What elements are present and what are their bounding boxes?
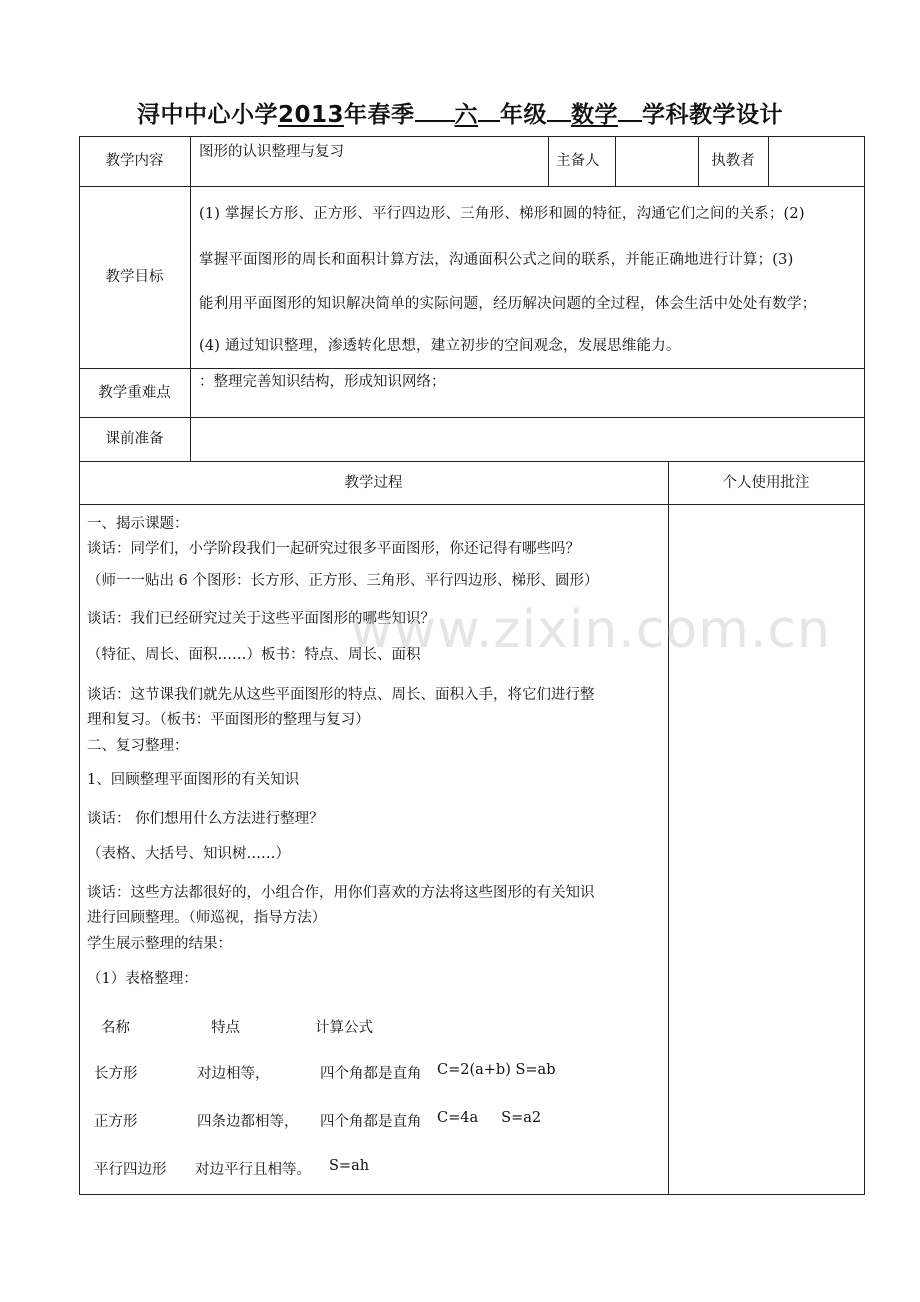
process-line: 进行回顾整理。（师巡视，指导方法） (87, 910, 327, 926)
blank-line (478, 102, 500, 122)
table-border (79, 1194, 865, 1195)
table-border (190, 136, 191, 461)
school-name: 浔中中心小学 (136, 102, 278, 128)
teacher-label: 执教者 (711, 153, 755, 169)
table-border (79, 417, 865, 418)
table-border (615, 136, 616, 186)
subject-suffix: 学科教学设计 (642, 102, 783, 128)
process-line: （表格、大括号、知识树……） (87, 846, 290, 862)
season: 年春季 (344, 102, 415, 128)
process-line: 1、回顾整理平面图形的有关知识 (87, 772, 300, 788)
process-line: （特征、周长、面积……）板书：特点、周长、面积 (87, 647, 421, 663)
summary-row-feature: 四条边都相等， (197, 1114, 299, 1130)
content-label: 教学内容 (105, 153, 164, 169)
process-line: 谈话：我们已经研究过关于这些平面图形的哪些知识？ (87, 611, 435, 627)
summary-row-name: 正方形 (94, 1114, 138, 1130)
process-line: 学生展示整理的结果： (87, 936, 232, 952)
table-border (79, 368, 865, 369)
summary-row-name: 平行四边形 (94, 1162, 167, 1178)
table-border (79, 504, 865, 505)
summary-row-name: 长方形 (94, 1066, 138, 1082)
table-border (864, 136, 865, 1195)
process-line: 理和复习。（板书：平面图形的整理与复习） (87, 712, 370, 728)
blank-line (547, 102, 571, 122)
blank-line (415, 102, 455, 122)
summary-row-feature: 对边平行且相等。 (195, 1162, 311, 1178)
table-border (668, 461, 669, 1195)
summary-header-feature: 特点 (211, 1020, 240, 1036)
summary-row-formula: C=4a S=a2 (437, 1110, 542, 1126)
goal-line: (1) 掌握长方形、正方形、平行四边形、三角形、梯形和圆的特征，沟通它们之间的关系；(2) (199, 206, 805, 222)
content-value: 图形的认识整理与复习 (199, 144, 344, 160)
process-line: 谈话：这些方法都很好的，小组合作，用你们喜欢的方法将这些图形的有关知识 (87, 885, 595, 901)
summary-header-name: 名称 (101, 1020, 130, 1036)
preparer-label: 主备人 (556, 153, 600, 169)
process-line: （1）表格整理： (87, 971, 198, 987)
page-title (0, 96, 920, 129)
process-line: 谈话：同学们，小学阶段我们一起研究过很多平面图形，你还记得有哪些吗？ (87, 541, 580, 557)
process-line: 二、复习整理： (87, 738, 189, 754)
watermark: www.zixin.com.cn (350, 600, 831, 660)
blank-line (618, 102, 642, 122)
summary-row-feature2: 四个角都是直角 (320, 1066, 422, 1082)
year: 2013 (277, 102, 344, 128)
goal-line: 掌握平面图形的周长和面积计算方法，沟通面积公式之间的联系，并能正确地进行计算；(3) (199, 252, 794, 268)
goal-line: (4) 通过知识整理，渗透转化思想，建立初步的空间观念，发展思维能力。 (199, 338, 681, 354)
summary-header-formula: 计算公式 (315, 1020, 373, 1036)
key-points-value: ：整理完善知识结构，形成知识网络； (199, 374, 446, 390)
grade-suffix: 年级 (500, 102, 547, 128)
table-border (79, 186, 865, 187)
summary-row-formula: S=ah (329, 1158, 370, 1174)
key-points-label: 教学重难点 (98, 384, 171, 401)
summary-row-formula: C=2(a+b) S=ab (437, 1062, 556, 1078)
process-header: 教学过程 (344, 474, 403, 491)
preparation-label: 课前准备 (105, 431, 164, 447)
process-line: （师一一贴出 6 个图形：长方形、正方形、三角形、平行四边形、梯形、圆形） (87, 573, 599, 589)
goals-label: 教学目标 (105, 269, 164, 285)
process-line: 谈话： 你们想用什么方法进行整理？ (87, 811, 324, 827)
summary-row-feature2: 四个角都是直角 (320, 1114, 422, 1130)
process-line: 一、揭示课题： (87, 516, 189, 532)
lesson-plan-table (79, 136, 865, 1195)
goal-line: 能利用平面图形的知识解决简单的实际问题，经历解决问题的全过程，体会生活中处处有数学； (199, 296, 817, 312)
subject: 数学 (571, 102, 618, 128)
process-line: 谈话：这节课我们就先从这些平面图形的特点、周长、面积入手，将它们进行整 (87, 687, 595, 703)
table-border (768, 136, 769, 186)
summary-row-feature: 对边相等， (197, 1066, 270, 1082)
notes-header: 个人使用批注 (722, 474, 810, 491)
grade: 六 (454, 102, 478, 128)
